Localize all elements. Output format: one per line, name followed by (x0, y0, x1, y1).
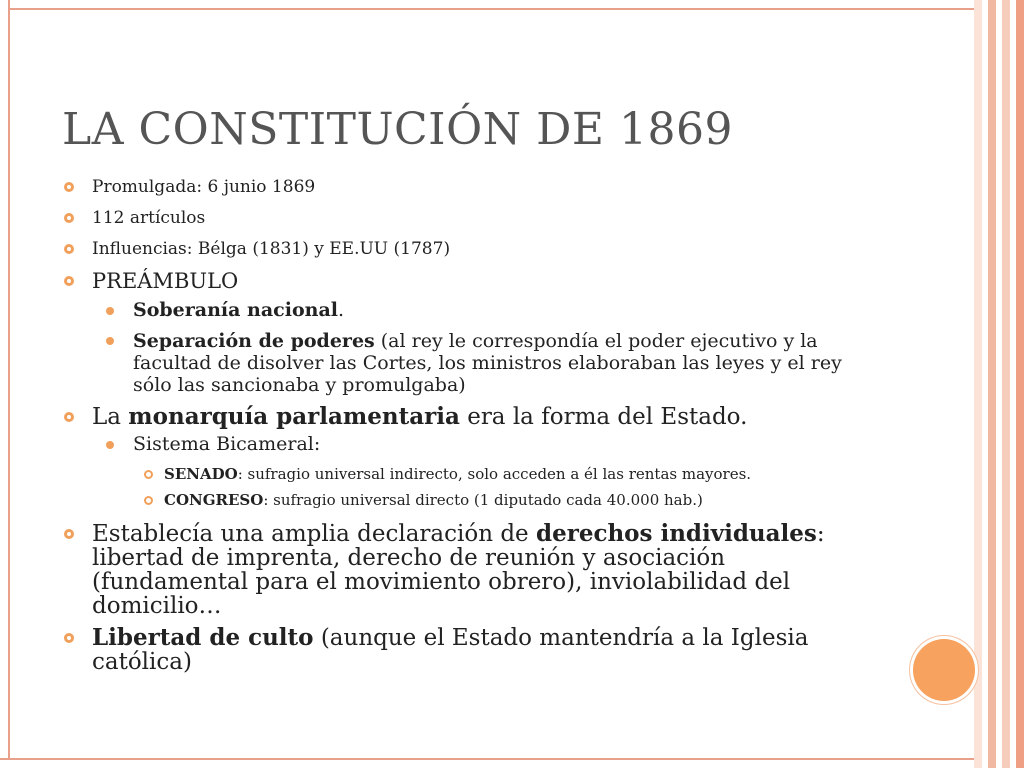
bullet-culto (62, 626, 882, 674)
ring-bullet-icon (144, 470, 153, 479)
bullet-bicameral (62, 434, 882, 455)
ring-bullet-icon (64, 412, 74, 422)
bullet-separacion (62, 330, 882, 396)
dot-bullet-icon (106, 441, 114, 449)
bullet-congreso (62, 490, 882, 510)
bullet-senado (62, 464, 882, 484)
monarquia-post: era la forma del Estado. (459, 404, 748, 430)
bullet-monarquia (62, 405, 882, 429)
bullet-influencias (62, 238, 882, 260)
stripe (1002, 0, 1010, 768)
derechos-post: : libertad de imprenta, derecho de reunión y asociación (fundamental para el movimiento obrero), inviolabilidad del domicilio… (92, 521, 825, 619)
ring-bullet-icon (64, 633, 74, 643)
decorative-stripes (974, 0, 1024, 768)
ring-bullet-icon (64, 244, 74, 254)
dot-bullet-icon (106, 337, 114, 345)
culto-bold: Libertad de culto (92, 624, 314, 651)
senado-bold: SENADO (164, 465, 238, 483)
soberania-bold: Soberanía nacional (133, 299, 338, 321)
preambulo-text: PREÁMBULO (92, 269, 239, 293)
separacion-rest: (al rey le correspondía el poder ejecutivo y la facultad de disolver las Cortes, los ministros elaboraban las leyes y el rey sólo las sancionaba y promulgaba) (133, 330, 842, 396)
congreso-rest: : sufragio universal directo (1 diputado cada 40.000 hab.) (263, 491, 703, 509)
bicameral-text: Sistema Bicameral: (133, 433, 321, 455)
stripe (1016, 0, 1024, 768)
articulos-text: 112 artículos (92, 208, 206, 228)
bullet-preambulo (62, 269, 882, 293)
ring-bullet-icon (64, 213, 74, 223)
bullet-derechos (62, 522, 882, 618)
decorative-circle (913, 639, 975, 701)
bullet-articulos (62, 207, 882, 229)
dot-bullet-icon (106, 307, 114, 315)
stripe (974, 0, 982, 768)
ring-bullet-icon (64, 276, 74, 286)
ring-bullet-icon (64, 182, 74, 192)
senado-rest: : sufragio universal indirecto, solo acceden a él las rentas mayores. (237, 465, 752, 483)
frame-left-border (0, 0, 10, 768)
culto-rest: (aunque el Estado mantendría a la Iglesia católica) (92, 625, 809, 675)
ring-bullet-icon (64, 529, 74, 539)
frame-top-border (0, 0, 1024, 10)
separacion-bold: Separación de poderes (133, 330, 375, 352)
bullet-promulgada (62, 176, 882, 198)
derechos-pre: Establecía una amplia declaración de (92, 521, 536, 547)
congreso-bold: CONGRESO (164, 491, 264, 509)
stripe (988, 0, 996, 768)
monarquia-bold: monarquía parlamentaria (128, 403, 460, 430)
slide-content (62, 176, 882, 683)
monarquia-pre: La (92, 404, 129, 430)
influencias-text: Influencias: Bélga (1831) y EE.UU (1787) (92, 239, 451, 259)
promulgada-text: Promulgada: 6 junio 1869 (92, 177, 316, 197)
soberania-rest: . (337, 299, 345, 321)
ring-bullet-icon (144, 496, 153, 505)
derechos-bold: derechos individuales (535, 520, 817, 547)
slide-title: LA CONSTITUCIÓN DE 1869 (62, 104, 733, 155)
bullet-soberania (62, 300, 882, 321)
frame-bottom-border (0, 758, 1024, 768)
